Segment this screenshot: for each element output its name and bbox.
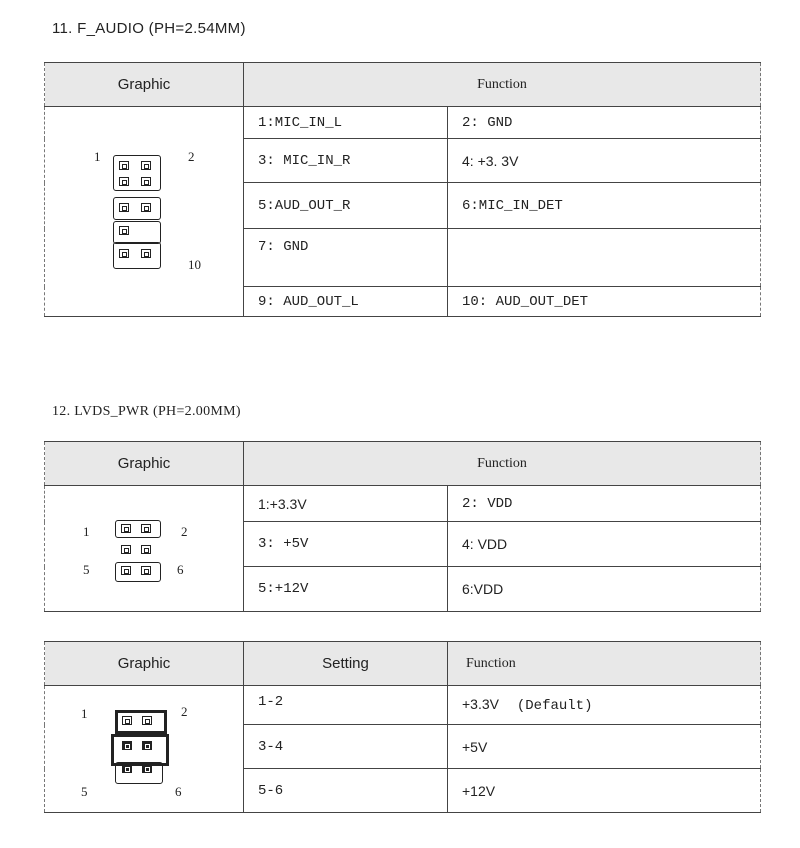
pin-cell: 3: +5V: [244, 522, 448, 567]
setting-cell: 5-6: [244, 769, 448, 813]
pin-cell: 4: +3. 3V: [448, 139, 761, 183]
pin-5-icon: [121, 566, 131, 575]
pin-2-icon: [141, 161, 151, 170]
f-audio-table: [44, 62, 761, 317]
graphic-header: Graphic: [45, 442, 244, 486]
section-11-title: 11. F_AUDIO (PH=2.54MM): [52, 20, 246, 37]
pin-6-icon: [142, 764, 152, 773]
pin-4-icon: [141, 177, 151, 186]
function-header: Function: [448, 642, 761, 686]
function-cell: +12V: [448, 769, 761, 813]
setting-header: Setting: [244, 642, 448, 686]
graphic-header: Graphic: [45, 642, 244, 686]
pin-3-icon: [122, 741, 132, 750]
pin-1-icon: [119, 161, 129, 170]
default-note: (Default): [516, 698, 593, 714]
pin-2-icon: [142, 716, 152, 725]
pin-cell: 10: AUD_OUT_DET: [448, 287, 761, 317]
pin-9-icon: [119, 249, 129, 258]
pin-cell: 9: AUD_OUT_L: [244, 287, 448, 317]
pin-label-2: 2: [181, 704, 188, 719]
function-header: Function: [244, 63, 761, 107]
pin-6-icon: [141, 203, 151, 212]
pin-cell: 1:+3.3V: [244, 486, 448, 522]
pin-5-icon: [122, 764, 132, 773]
pin-cell: 5:AUD_OUT_R: [244, 183, 448, 229]
pin-5-icon: [119, 203, 129, 212]
pin-cell: [448, 229, 761, 287]
pin-10-icon: [141, 249, 151, 258]
f-audio-pin-diagram: [45, 107, 244, 317]
pin-cell: 5:+12V: [244, 567, 448, 612]
graphic-header: Graphic: [45, 63, 244, 107]
pin-1-icon: [121, 524, 131, 533]
pin-cell: 2: VDD: [448, 486, 761, 522]
pin-label-6: 6: [177, 562, 184, 577]
function-cell: [448, 686, 761, 725]
pin-label-10: 10: [188, 257, 201, 272]
pin-4-icon: [141, 545, 151, 554]
function-cell: +5V: [448, 725, 761, 769]
pin-cell: 1:MIC_IN_L: [244, 107, 448, 139]
pin-label-2: 2: [188, 149, 195, 164]
pin-6-icon: [141, 566, 151, 575]
pin-cell: 6:MIC_IN_DET: [448, 183, 761, 229]
pin-label-1: 1: [81, 706, 88, 721]
setting-cell: 3-4: [244, 725, 448, 769]
jumper-setting-table: [44, 641, 761, 813]
function-header: Function: [244, 442, 761, 486]
setting-cell: 1-2: [244, 686, 448, 725]
pin-cell: 2: GND: [448, 107, 761, 139]
pin-label-1: 1: [83, 524, 90, 539]
pin-cell: 7: GND: [244, 229, 448, 287]
pin-2-icon: [141, 524, 151, 533]
pin-label-2: 2: [181, 524, 188, 539]
lvds-pwr-table: [44, 441, 761, 612]
section-12-title: 12. LVDS_PWR (PH=2.00MM): [52, 404, 241, 419]
pin-7-icon: [119, 226, 129, 235]
pin-label-5: 5: [81, 784, 88, 799]
pin-3-icon: [121, 545, 131, 554]
pin-cell: 6:VDD: [448, 567, 761, 612]
pin-cell: 3: MIC_IN_R: [244, 139, 448, 183]
pin-label-5: 5: [83, 562, 90, 577]
pin-4-icon: [142, 741, 152, 750]
function-value: +3.3V: [462, 696, 499, 712]
pin-label-1: 1: [94, 149, 101, 164]
lvds-pin-diagram: [45, 486, 244, 612]
pin-1-icon: [122, 716, 132, 725]
pin-cell: 4: VDD: [448, 522, 761, 567]
pin-3-icon: [119, 177, 129, 186]
pin-label-6: 6: [175, 784, 182, 799]
jumper-pin-diagram: [45, 686, 244, 813]
